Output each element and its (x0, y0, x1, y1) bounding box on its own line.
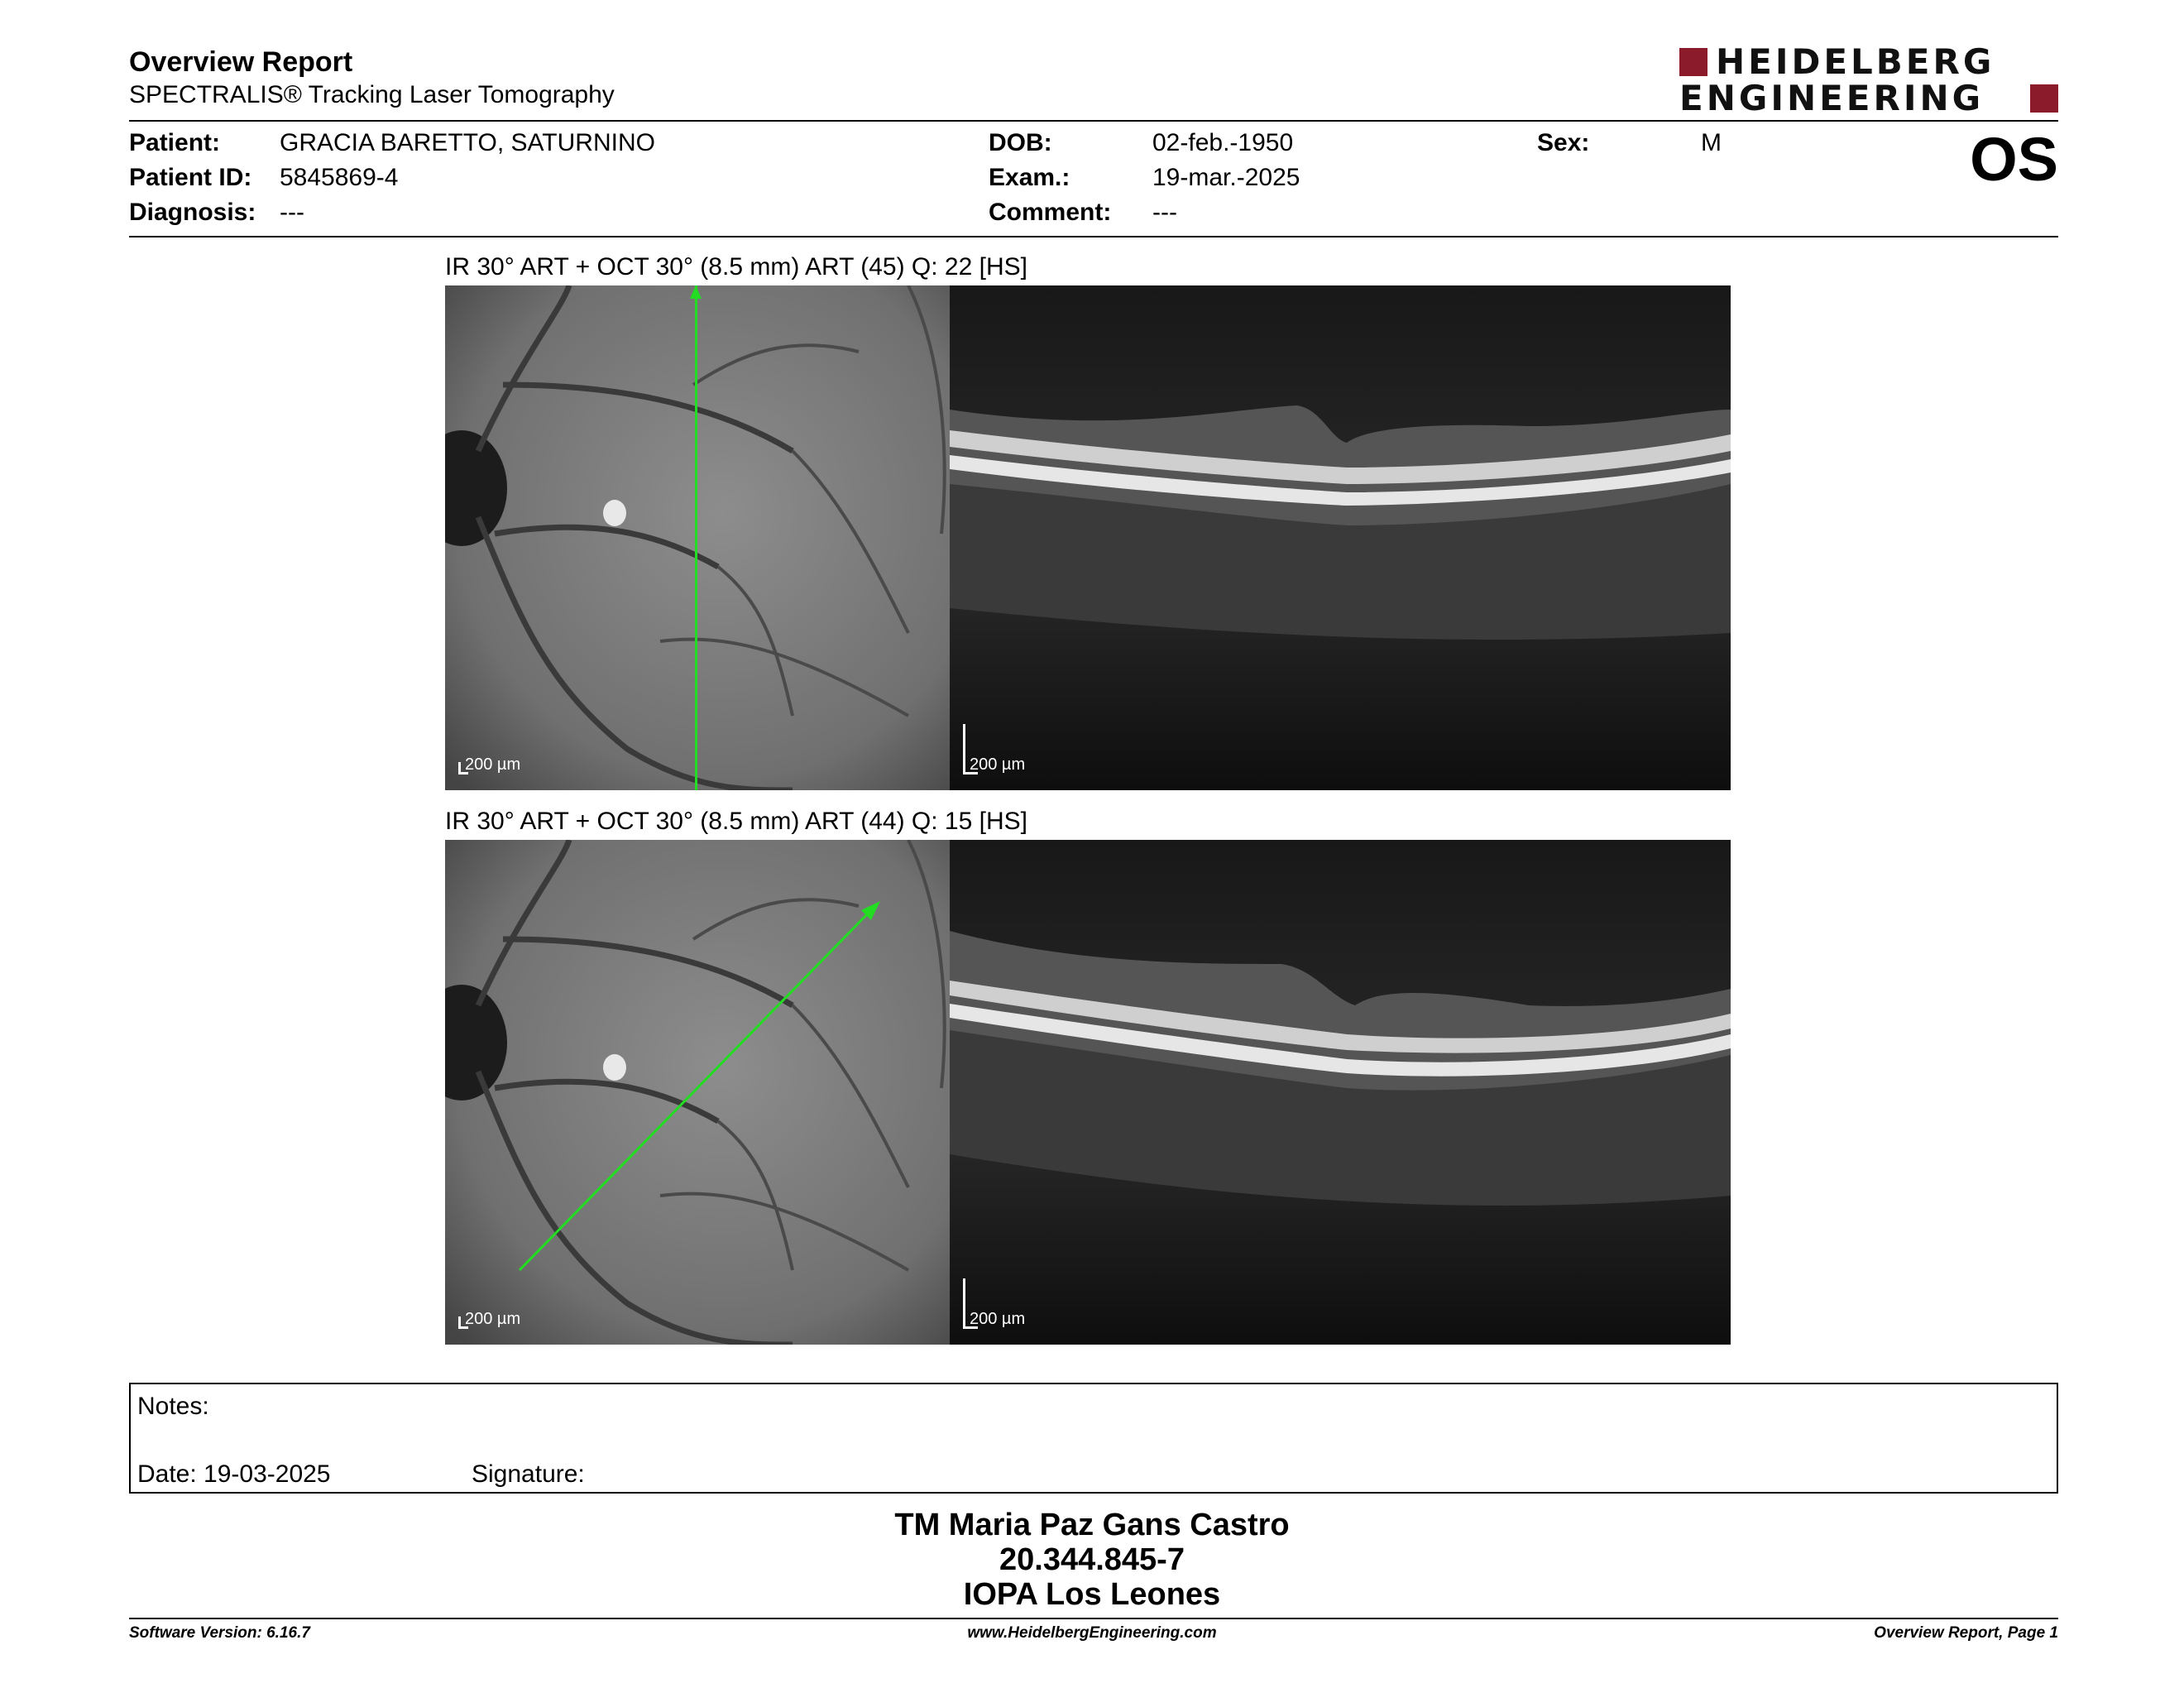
scan-1-fundus-scale: 200 µm (465, 755, 521, 774)
patient-id-label: Patient ID: (129, 164, 252, 191)
patient-label: Patient: (129, 129, 221, 156)
notes-box[interactable] (129, 1383, 2058, 1494)
signer-id: 20.344.845-7 (999, 1542, 1185, 1577)
scan-1-bscan-scale: 200 µm (970, 755, 1026, 774)
header-divider (129, 120, 2058, 122)
scan-2-bscan-scale: 200 µm (970, 1310, 1026, 1328)
date-label: Date: 19-03-2025 (137, 1460, 331, 1488)
diagnosis-label: Diagnosis: (129, 199, 256, 226)
report-subtitle: SPECTRALIS® Tracking Laser Tomography (129, 81, 615, 108)
software-version: Software Version: 6.16.7 (129, 1624, 310, 1642)
footer-divider (129, 1618, 2058, 1619)
diagnosis-value: --- (280, 199, 304, 226)
sex-label: Sex: (1537, 129, 1590, 156)
signer-name: TM Maria Paz Gans Castro (894, 1508, 1290, 1542)
website-link[interactable]: www.HeidelbergEngineering.com (967, 1624, 1217, 1642)
scan-1-title: IR 30° ART + OCT 30° (8.5 mm) ART (45) Q: 22 [HS] (445, 253, 1027, 281)
scan-1-arrow-icon (690, 285, 702, 299)
heidelberg-logo (1679, 41, 2058, 118)
scan-1-line (695, 285, 697, 790)
patient-name: GRACIA BARETTO, SATURNINO (280, 129, 655, 156)
scan-1-oct-bscan-image (950, 285, 1731, 790)
comment-value: --- (1152, 199, 1177, 226)
logo-square-icon (1679, 48, 1707, 76)
scan-2-fundus-scale: 200 µm (465, 1310, 521, 1328)
sex-value: M (1701, 129, 1722, 156)
scan-2-fundus-image (445, 840, 950, 1345)
dob-value: 02-feb.-1950 (1152, 129, 1294, 156)
patient-divider (129, 236, 2058, 237)
logo-square-icon (2030, 84, 2058, 113)
dob-label: DOB: (989, 129, 1052, 156)
report-title: Overview Report (129, 46, 353, 78)
signature-label: Signature: (472, 1460, 585, 1488)
patient-id: 5845869-4 (280, 164, 399, 191)
logo-text-line2: ENGINEERING (1679, 78, 1985, 118)
signer-institution: IOPA Los Leones (963, 1577, 1221, 1612)
page-number: Overview Report, Page 1 (1874, 1624, 2058, 1642)
comment-label: Comment: (989, 199, 1112, 226)
exam-label: Exam.: (989, 164, 1070, 191)
scan-1-fundus-image (445, 285, 950, 790)
notes-label: Notes: (137, 1393, 209, 1420)
eye-indicator: OS (1970, 125, 2058, 194)
exam-value: 19-mar.-2025 (1152, 164, 1300, 191)
scan-2-oct-bscan-image (950, 840, 1731, 1345)
scan-2-title: IR 30° ART + OCT 30° (8.5 mm) ART (44) Q: 15 [HS] (445, 808, 1027, 835)
logo-text-line1: HEIDELBERG (1716, 41, 1995, 82)
